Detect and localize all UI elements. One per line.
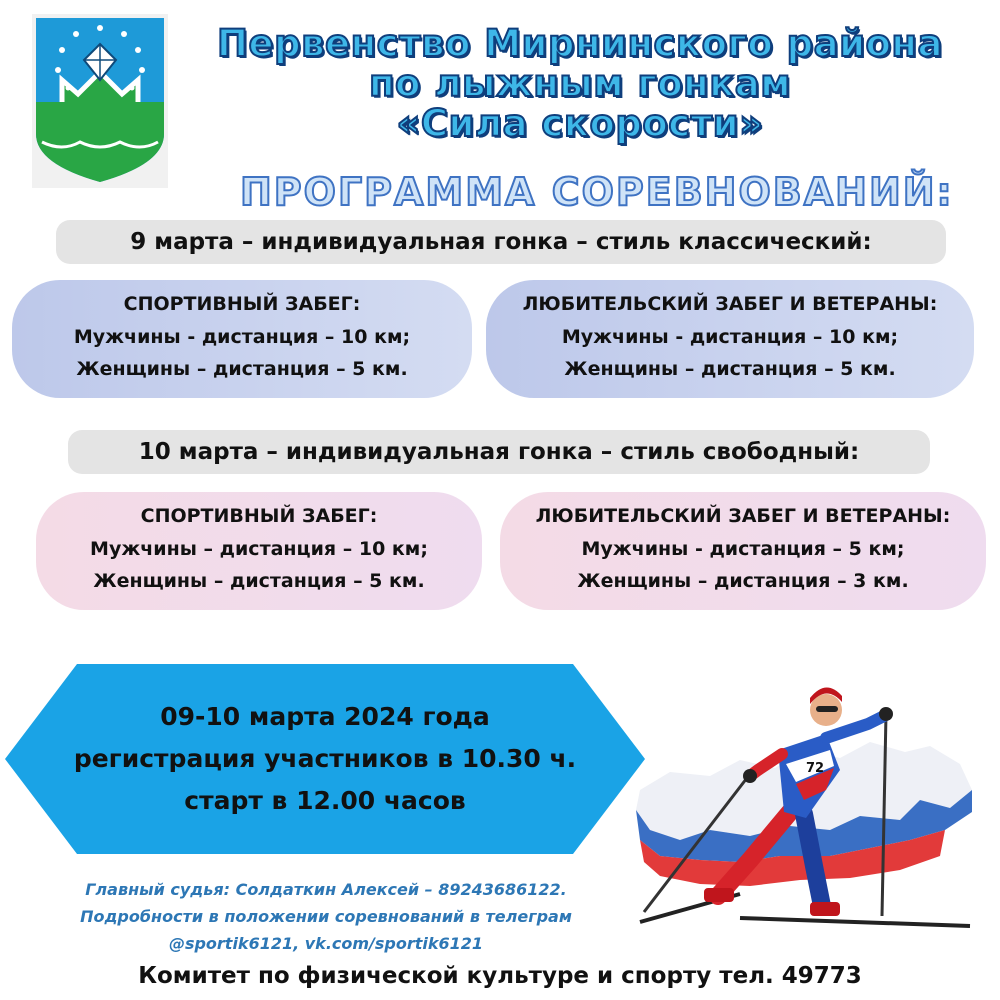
- event-title: [190, 24, 970, 144]
- day1-date-bar: 9 марта – индивидуальная гонка – стиль классический:: [56, 220, 946, 264]
- day1-amateur-heading: ЛЮБИТЕЛЬСКИЙ ЗАБЕГ И ВЕТЕРАНЫ:: [522, 293, 938, 315]
- schedule-banner: [5, 664, 645, 854]
- contact-info: [26, 876, 626, 957]
- day2-sport-box: [36, 492, 482, 610]
- day2-date-bar: 10 марта – индивидуальная гонка – стиль свободный:: [68, 430, 930, 474]
- day1-sport-men: Мужчины - дистанция – 10 км;: [73, 326, 411, 348]
- chief-judge-line: Главный судья: Солдаткин Алексей – 89243686122.: [85, 880, 567, 899]
- event-title-line-2: по лыжным гонкам: [368, 62, 792, 105]
- program-heading: ПРОГРАММА СОРЕВНОВАНИЙ:: [240, 170, 954, 214]
- day2-amateur-heading: ЛЮБИТЕЛЬСКИЙ ЗАБЕГ И ВЕТЕРАНЫ:: [535, 505, 951, 527]
- day1-amateur-box: [486, 280, 974, 398]
- banner-dates: 09-10 марта 2024 года: [160, 702, 490, 731]
- banner-start: старт в 12.00 часов: [184, 786, 466, 815]
- day2-sport-women: Женщины – дистанция – 5 км.: [93, 570, 425, 592]
- day2-sport-men: Мужчины – дистанция – 10 км;: [90, 538, 428, 560]
- day1-sport-box: [12, 280, 472, 398]
- committee-footer: Комитет по физической культуре и спорту тел. 49773: [138, 963, 862, 989]
- day2-sport-heading: СПОРТИВНЫЙ ЗАБЕГ:: [140, 505, 378, 527]
- day2-amateur-men: Мужчины - дистанция – 5 км;: [581, 538, 905, 560]
- skier-illustration: [600, 680, 990, 940]
- day2-amateur-women: Женщины – дистанция – 3 км.: [577, 570, 909, 592]
- day1-amateur-women: Женщины – дистанция – 5 км.: [564, 358, 896, 380]
- skier-bib-number: 72: [806, 761, 825, 776]
- event-title-line-3: «Сила скорости»: [396, 102, 764, 145]
- social-links[interactable]: @sportik6121, vk.com/sportik6121: [168, 934, 484, 953]
- event-title-line-1: Первенство Мирнинского района: [217, 22, 943, 65]
- day1-sport-women: Женщины – дистанция – 5 км.: [76, 358, 408, 380]
- day2-amateur-box: [500, 492, 986, 610]
- day1-sport-heading: СПОРТИВНЫЙ ЗАБЕГ:: [123, 293, 361, 315]
- details-line: Подробности в положении соревнований в телеграм: [80, 907, 572, 926]
- day1-amateur-men: Мужчины - дистанция – 10 км;: [561, 326, 899, 348]
- coat-of-arms-icon: [32, 14, 168, 188]
- banner-registration: регистрация участников в 10.30 ч.: [73, 744, 577, 773]
